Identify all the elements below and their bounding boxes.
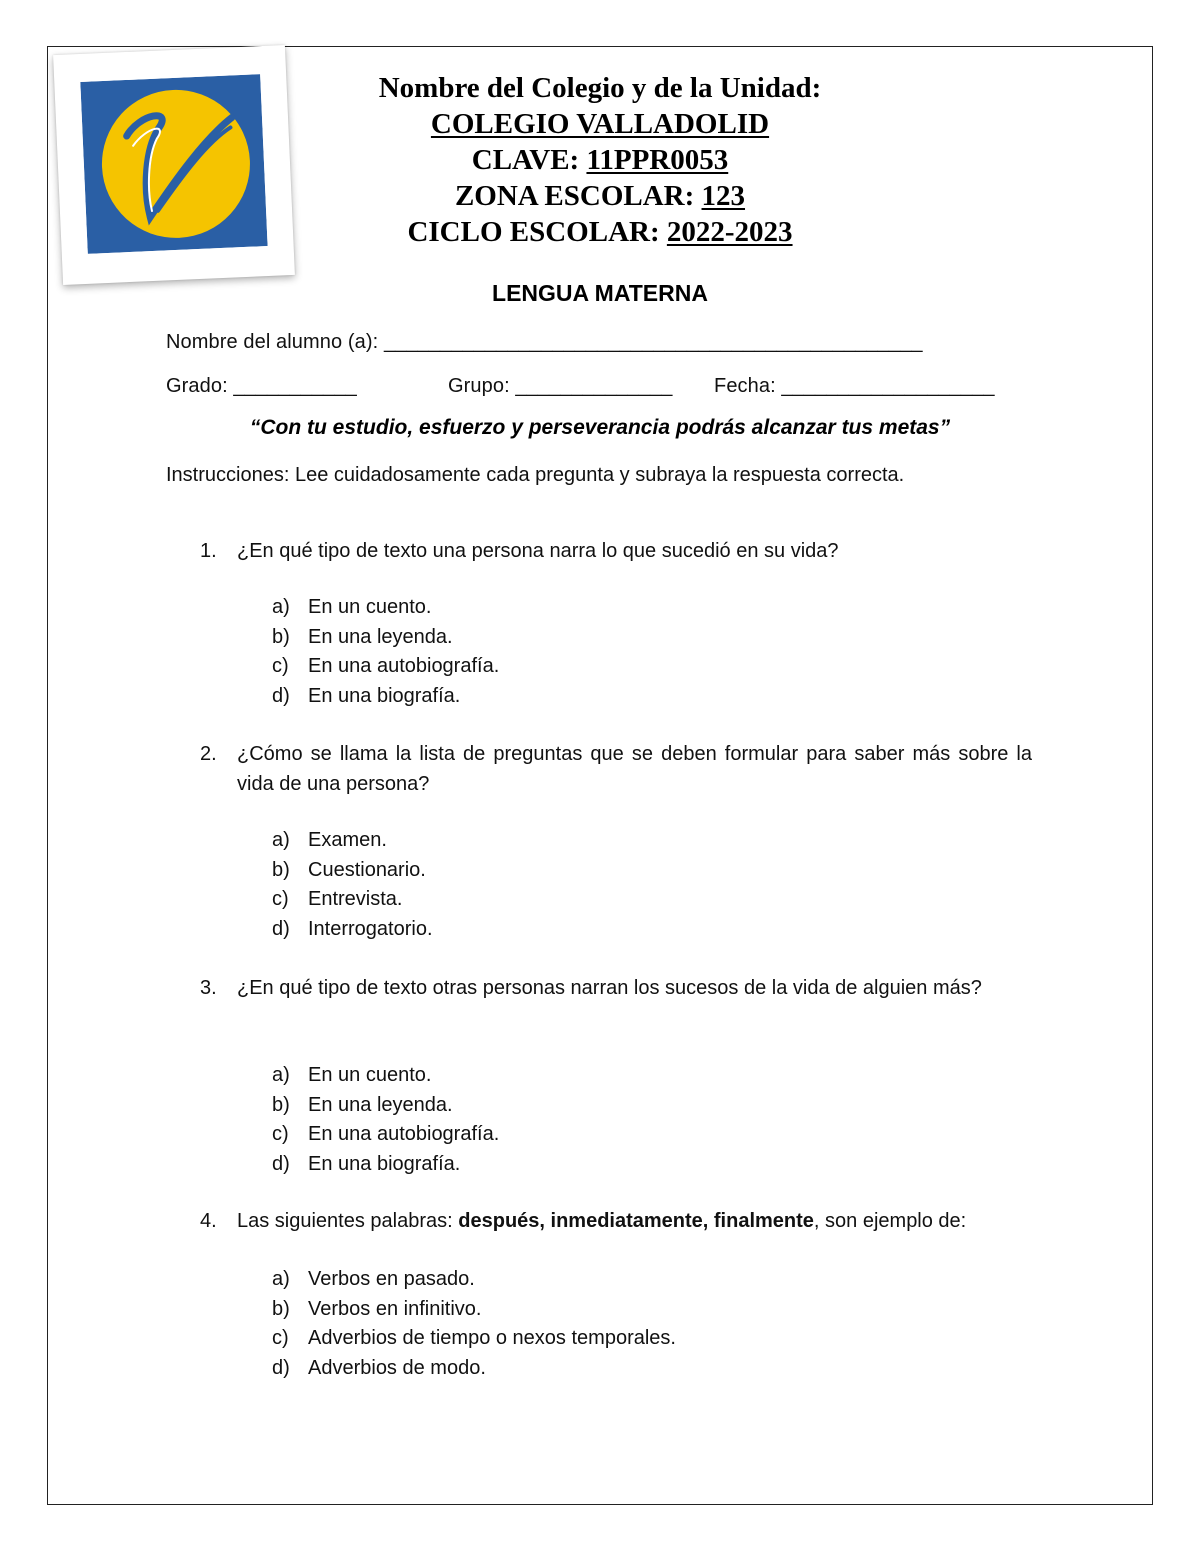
question-text: ¿En qué tipo de texto una persona narra lo que sucedió en su vida?	[237, 540, 839, 562]
option-text: En un cuento.	[308, 596, 432, 618]
question-text: ¿En qué tipo de texto otras personas narran los sucesos de la vida de alguien más?	[237, 977, 982, 999]
option-letter: a)	[272, 1064, 290, 1086]
option-letter: a)	[272, 596, 290, 618]
option-text: Verbos en infinitivo.	[308, 1297, 482, 1320]
option-text: En una autobiografía.	[308, 655, 500, 677]
ciclo-value: 2022-2023	[666, 216, 793, 248]
question-text-before: Las siguientes palabras:	[237, 1210, 453, 1232]
grado-field[interactable]: Grado: ___________	[166, 375, 357, 397]
option-text: En una leyenda.	[308, 625, 453, 648]
option-text: Cuestionario.	[308, 858, 426, 881]
question-number: 1.	[200, 540, 217, 562]
option-letter: a)	[272, 829, 290, 851]
school-name: COLEGIO VALLADOLID	[430, 108, 770, 140]
subject-title: LENGUA MATERNA	[492, 280, 708, 306]
option-text: Adverbios de tiempo o nexos temporales.	[308, 1327, 676, 1349]
clave-value: 11PPR0053	[586, 144, 729, 176]
student-name-field[interactable]: Nombre del alumno (a): ________________________________________________	[166, 331, 923, 353]
option-text: En un cuento.	[308, 1064, 432, 1086]
question-text	[237, 1206, 1032, 1236]
option-text: En una leyenda.	[308, 1093, 453, 1116]
option-text: Verbos en pasado.	[308, 1268, 475, 1290]
question-1	[200, 536, 1032, 566]
school-logo	[53, 45, 295, 285]
option-text: Adverbios de modo.	[308, 1356, 486, 1379]
question-4	[200, 1206, 1032, 1236]
option-text: Examen.	[308, 829, 387, 851]
option-text: En una biografía.	[308, 684, 461, 707]
option-letter: b)	[272, 1093, 290, 1116]
option-letter: c)	[272, 655, 289, 677]
question-number: 4.	[200, 1210, 217, 1232]
question-number: 2.	[200, 743, 217, 765]
option-letter: d)	[272, 684, 290, 707]
question-keywords: después, inmediatamente, finalmente	[458, 1210, 814, 1232]
option-letter: b)	[272, 625, 290, 648]
zona-label: ZONA ESCOLAR:	[454, 180, 695, 212]
option-text: En una biografía.	[308, 1152, 461, 1175]
clave-label: CLAVE:	[471, 144, 580, 176]
instructions: Instrucciones: Lee cuidadosamente cada pregunta y subraya la respuesta correcta.	[166, 464, 905, 486]
question-text: ¿Cómo se llama la lista de preguntas que se deben formular para saber más sobre la vida de una persona?	[237, 743, 1032, 795]
zona-value: 123	[701, 180, 746, 212]
option-text: Interrogatorio.	[308, 917, 433, 940]
fecha-field[interactable]: Fecha: ___________________	[714, 375, 995, 397]
colegio-valladolid-logo-icon	[80, 74, 267, 254]
ciclo-label: CICLO ESCOLAR:	[407, 216, 660, 248]
option-letter: c)	[272, 1327, 289, 1349]
question-2	[200, 739, 1032, 799]
option-text: Entrevista.	[308, 888, 403, 910]
option-letter: d)	[272, 917, 290, 940]
question-3	[200, 973, 1032, 1003]
option-letter: c)	[272, 888, 289, 910]
motto: “Con tu estudio, esfuerzo y perseverancia podrás alcanzar tus metas”	[249, 416, 951, 439]
option-letter: a)	[272, 1268, 290, 1290]
option-letter: b)	[272, 858, 290, 881]
header-title: Nombre del Colegio y de la Unidad:	[378, 72, 822, 104]
grupo-field[interactable]: Grupo: ______________	[448, 375, 673, 397]
option-letter: d)	[272, 1152, 290, 1175]
option-text: En una autobiografía.	[308, 1123, 500, 1145]
option-letter: b)	[272, 1297, 290, 1320]
question-number: 3.	[200, 977, 217, 999]
school-header	[300, 70, 900, 250]
option-letter: d)	[272, 1356, 290, 1379]
option-letter: c)	[272, 1123, 289, 1145]
question-text-after: , son ejemplo de:	[813, 1210, 967, 1232]
